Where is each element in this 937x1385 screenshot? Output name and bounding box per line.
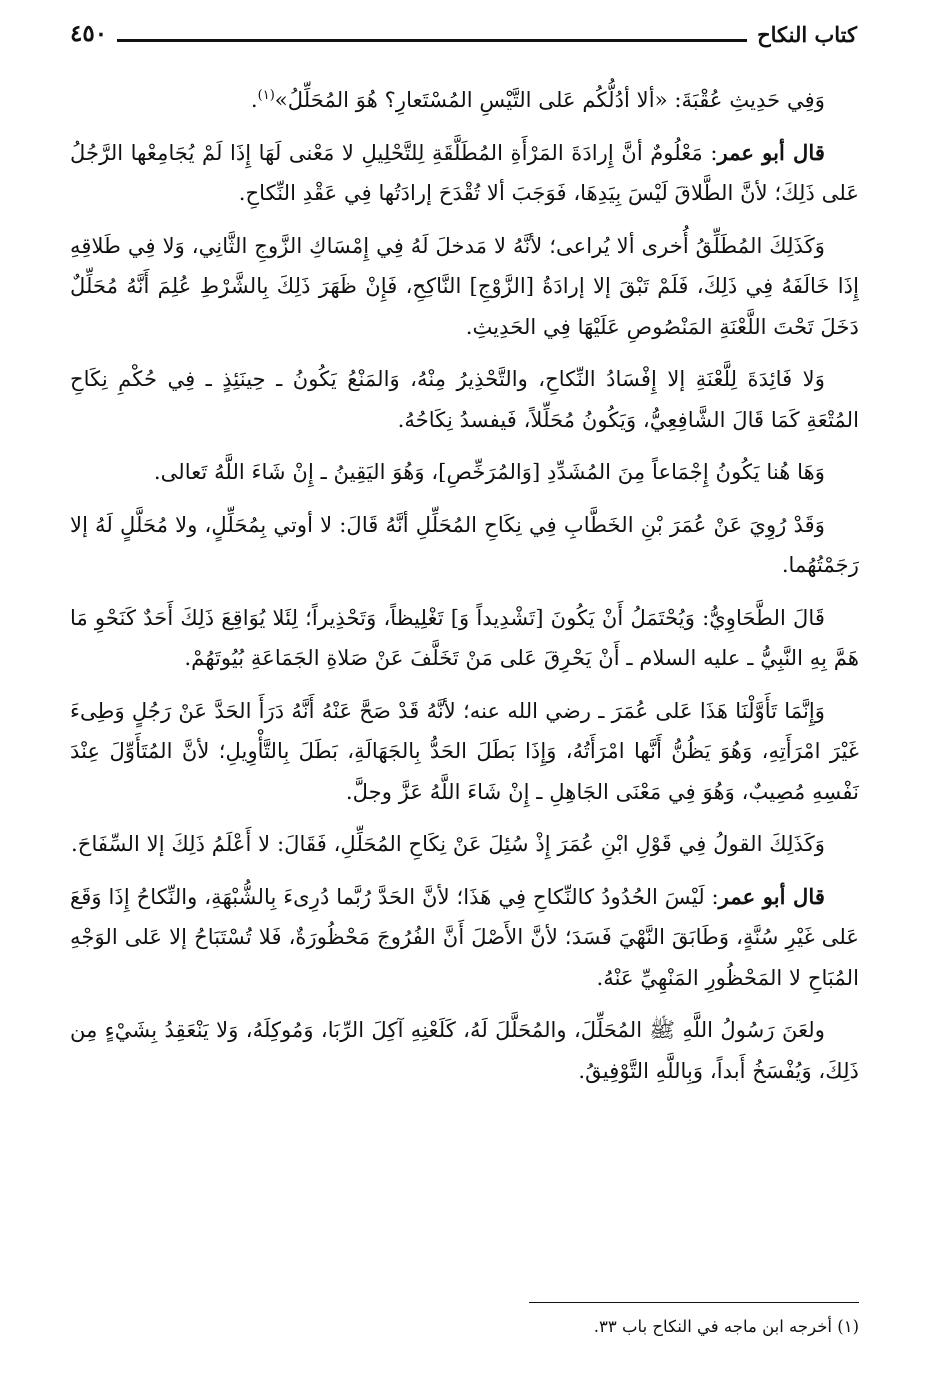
paragraph-text: وَهَا هُنا يَكُونُ إِجْمَاعاً مِنَ المُشَدِّدِ [وَالمُرَخِّصِ]، وَهُوَ اليَقِينُ ـ إِنْ شَاءَ اللَّهُ تَعالى.: [153, 459, 825, 484]
footnotes: [70, 1312, 859, 1342]
paragraph-text: وَكَذَلِكَ القولُ فِي قَوْلِ ابْنِ عُمَرَ إِذْ سُئِلَ عَنْ نِكَاحِ المُحَلِّلِ، فَقَالَ: لا أَعْلَمُ ذَلِكَ إلا السِّفَاحَ.: [71, 831, 825, 856]
paragraph-tail: .: [250, 87, 258, 112]
paragraph-9: [70, 824, 859, 865]
paragraph-text: وَقَدْ رُوِيَ عَنْ عُمَرَ بْنِ الخَطَّابِ فِي نِكَاحِ المُحَلِّلِ أنَّهُ قَالَ: لا أوتي بِمُحَلِّلٍ، ولا مُحَلَّلٍ لَهُ إلا رَجَمْتُهُما.: [70, 511, 859, 577]
paragraph-11: [70, 1010, 859, 1091]
paragraph-1: [70, 80, 859, 121]
paragraph-7: [70, 598, 859, 679]
body-text: [70, 80, 859, 1103]
paragraph-text: ولعَنَ رَسُولُ اللَّهِ ﷺ المُحَلِّلَ، والمُحَلَّلَ لَهُ، كَلَعْنِهِ آكِلَ الرِّبَا، وَمُوكِلَهُ، وَلا يَنْعَقِدُ بِشَيْءٍ مِن ذَلِكَ، وَيُفْسَخُ أَبداً، وَبِاللَّهِ التَّوْفِيقُ.: [70, 1017, 859, 1083]
page-number: ٤٥٠: [70, 20, 108, 47]
paragraph-2: [70, 133, 859, 214]
paragraph-8: [70, 691, 859, 813]
paragraph-text: وَفِي حَدِيثِ عُقْبَةَ: «ألا أدُلُّكُم عَلى التَّيْسِ المُسْتَعارِ؟ هُوَ المُحَلِّلُ»: [274, 87, 825, 112]
paragraph-4: [70, 359, 859, 440]
paragraph-text: : لَيْسَ الحُدُودُ كالنِّكاحِ فِي هَذَا؛ لأنَّ الحَدَّ رُبَّما دُرِىءَ بِالشُّبْهَةِ، والنِّكاحُ إِذَا وَقَعَ عَلى غَيْرِ سُنَّةٍ، وَطَابَقَ النَّهْيَ فَسَدَ؛ لأنَّ الأَصْلَ أَنَّ الفُرُوجَ مَحْظُورَةٌ، فَلا تُسْتَبَاحُ إلا عَلى الوَجْهِ المُبَاحِ لا المَحْظُورِ المَنْهِيِّ عَنْهُ.: [70, 883, 859, 990]
running-header: [70, 16, 857, 50]
paragraph-3: [70, 226, 859, 348]
paragraph-text: وَكَذَلِكَ المُطَلِّقُ أُخرى ألا يُراعى؛ لأنَّهُ لا مَدخلَ لَهُ فِي إِمْسَاكِ الزَّوجِ الثَّانِي، وَلا فِي طَلاقِهِ إِذَا خَالَفَهُ فِي ذَلِكَ، فَلَمْ تَبْقَ إلا إرادَةُ [الزَّوْجِ] النَّاكِحِ، فَإِنْ ظَهَرَ ذَلِكَ بِالشَّرْطِ عُلِمَ أَنَّهُ مُحَلِّلٌ دَخَلَ تَحْتَ اللَّعْنَةِ المَنْصُوصِ عَلَيْهَا فِي الحَدِيثِ.: [70, 232, 859, 339]
paragraph-text: وَإِنَّمَا تَأَوَّلْنَا هَذَا عَلى عُمَرَ ـ رضي الله عنه؛ لأنَّهُ قَدْ صَحَّ عَنْهُ أَنَّهُ دَرَأَ الحَدَّ عَنْ رَجُلٍ وَطِىءَ غَيْرَ امْرَأَتِهِ، وَهُوَ يَظُنُّ أَنَّها امْرَأَتُهُ، وَإِذَا بَطَلَ الحَدُّ بِالجَهَالَةِ، بَطَلَ بِالتَّأْوِيلِ؛ لأنَّ المُتَأَوِّلَ عِنْدَ نَفْسِهِ مُصِيبٌ، وَهُوَ فِي مَعْنَى الجَاهِلِ ـ إِنْ شَاءَ اللَّهُ عَزَّ وجلَّ.: [70, 697, 859, 804]
footnote-separator: [529, 1302, 859, 1303]
paragraph-10: [70, 877, 859, 999]
footnote-marker[interactable]: (١): [257, 87, 275, 103]
speaker-label: قال أبو عمر: [717, 139, 825, 165]
header-book-title: كتاب النكاح: [757, 22, 857, 47]
paragraph-text: وَلا فَائِدَةَ لِلَّعْنَةِ إلا إِفْسَادُ النِّكاحِ، والتَّحْذِيرُ مِنْهُ، وَالمَنْعُ يَكُونُ ـ حِينَئِذٍ ـ فِي حُكْمِ نِكَاحِ المُتْعَةِ كَمَا قَالَ الشَّافِعِيُّ، وَيَكُونُ مُحَلِّلاً، فَيفسدُ نِكَاحُهُ.: [70, 366, 859, 432]
paragraph-6: [70, 505, 859, 586]
paragraph-text: قَالَ الطَّحَاوِيُّ: وَيُحْتَمَلُ أَنْ يَكُونَ [تَشْدِيداً وَ] تَغْلِيظاً، وَتَحْذِيراً؛ لِئَلا يُوَاقِعَ ذَلِكَ أَحَدٌ كَنَحْوِ مَا هَمَّ بِهِ النَّبِيُّ ـ عليه السلام ـ أَنْ يَحْرِقَ عَلى مَنْ تَخَلَّفَ عَنْ صَلاةِ الجَمَاعَةِ بُيُوتَهُمْ.: [70, 604, 859, 670]
paragraph-5: [70, 452, 859, 493]
speaker-label: قال أبو عمر: [718, 883, 825, 909]
footnote-item: (١) أخرجه ابن ماجه في النكاح باب ٣٣.: [593, 1317, 859, 1336]
paragraph-text: : مَعْلُومٌ أنَّ إِرادَةَ المَرْأَةِ المُطَلَّقَةِ لِلتَّحْلِيلِ لا مَعْنى لَهَا إِذَا لَمْ يُجَامِعْها الرَّجُلُ عَلى ذَلِكَ؛ لأنَّ الطَّلاقَ لَيْسَ بِيَدِهَا، فَوَجَبَ ألا تُقْدَحَ إرادَتُها فِي عَقْدِ النِّكاحِ.: [70, 139, 859, 205]
header-rule: [117, 39, 747, 42]
